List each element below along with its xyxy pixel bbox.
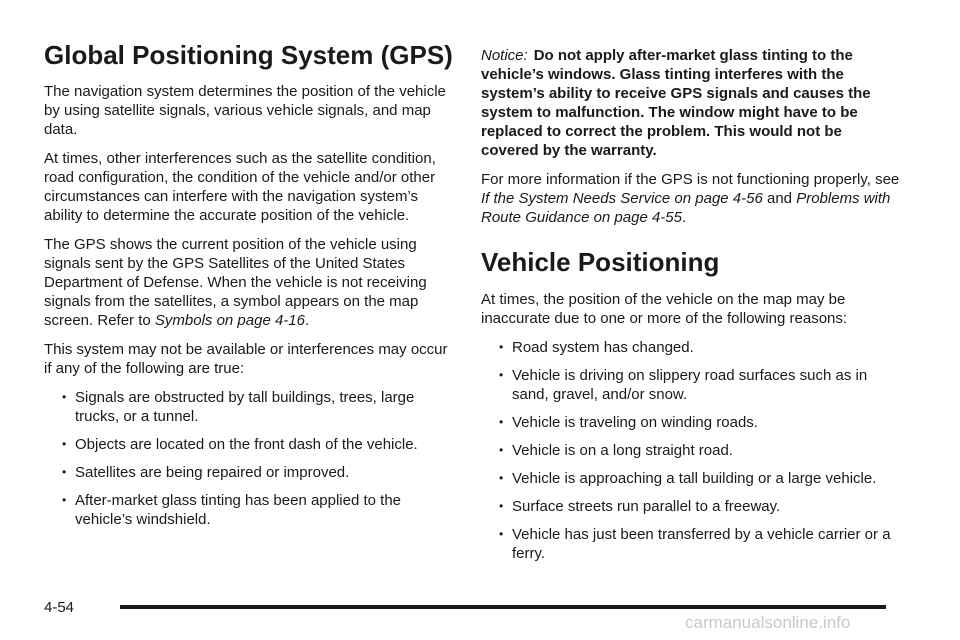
- list-item: [481, 525, 901, 563]
- gps-paragraph-4: This system may not be available or interferences may occur if any of the following are true:: [44, 341, 448, 377]
- more-info-text-1: For more information if the GPS is not functioning properly, see: [481, 171, 900, 188]
- list-item-text: Objects are located on the front dash of the vehicle.: [75, 436, 418, 453]
- right-column: [481, 40, 901, 572]
- bullet-marker: •: [62, 437, 67, 451]
- bullet-marker: •: [499, 415, 504, 429]
- list-item-text: Road system has changed.: [512, 339, 694, 356]
- list-item-text: Signals are obstructed by tall buildings, trees, large trucks, or a tunnel.: [75, 389, 415, 425]
- route-guidance-page-reference: Problems with Route Guidance on page 4-55: [481, 190, 891, 226]
- gps-paragraph-1: The navigation system determines the position of the vehicle by using satellite signals, various vehicle signals, and map data.: [44, 83, 446, 138]
- list-item-text: Satellites are being repaired or improved.: [75, 464, 350, 481]
- list-item: [44, 491, 454, 529]
- list-item-text: Surface streets run parallel to a freeway.: [512, 498, 781, 515]
- list-item-text: Vehicle is on a long straight road.: [512, 442, 733, 459]
- gps-paragraph-3: [44, 235, 454, 330]
- list-item: [44, 463, 454, 482]
- gps-paragraph-2: At times, other interferences such as the satellite condition, road configuration, the condition of the vehicle and/or other circumstances can interfere with the navigation system’s ability to determine the accurate position of the vehicle.: [44, 150, 436, 224]
- bullet-marker: •: [499, 471, 504, 485]
- bullet-marker: •: [62, 465, 67, 479]
- bullet-marker: •: [499, 527, 504, 541]
- bullet-marker: •: [62, 390, 67, 404]
- list-item-text: After-market glass tinting has been applied to the vehicle’s windshield.: [75, 492, 402, 528]
- bullet-marker: •: [62, 493, 67, 507]
- vehicle-positioning-heading: Vehicle Positioning: [481, 247, 720, 277]
- list-item-text: Vehicle is approaching a tall building or a large vehicle.: [512, 470, 877, 487]
- more-info-text-3: .: [681, 209, 687, 226]
- gps-interference-list: [44, 388, 454, 529]
- left-column: [44, 40, 454, 538]
- notice-label: Notice:: [481, 47, 528, 64]
- list-item: [44, 435, 454, 454]
- list-item: [481, 338, 901, 357]
- list-item: [481, 441, 901, 460]
- list-item: [481, 497, 901, 516]
- vehicle-positioning-intro: At times, the position of the vehicle on the map may be inaccurate due to one or more of the following reasons:: [481, 291, 848, 327]
- footer-rule: [120, 605, 886, 609]
- list-item-text: Vehicle is traveling on winding roads.: [512, 414, 758, 431]
- gps-paragraph-3-end: .: [305, 312, 310, 329]
- bullet-marker: •: [499, 443, 504, 457]
- notice-block: [481, 46, 901, 160]
- more-info-text-2: and: [762, 190, 797, 207]
- vehicle-positioning-list: [481, 338, 901, 563]
- list-item-text: Vehicle has just been transferred by a vehicle carrier or a ferry.: [512, 526, 891, 562]
- bullet-marker: •: [499, 499, 504, 513]
- list-item: [44, 388, 454, 426]
- service-page-reference: If the System Needs Service on page 4-56: [481, 190, 763, 207]
- list-item: [481, 413, 901, 432]
- gps-paragraph-3-text: The GPS shows the current position of the vehicle using signals sent by the GPS Satellites of the United States Department of Defense. When the vehicle is not receiving signals from the satellites, a symbol appears on the map screen. Refer to: [44, 236, 427, 329]
- notice-text: Do not apply after-market glass tinting to the vehicle’s windows. Glass tinting interferes with the system’s ability to receive GPS signals and causes the system to malfunction. The window might have to be replaced to correct the problem. This would not be covered by the warranty.: [481, 47, 871, 159]
- list-item-text: Vehicle is driving on slippery road surfaces such as in sand, gravel, and/or snow.: [512, 367, 868, 403]
- more-info-paragraph: [481, 170, 901, 227]
- bullet-marker: •: [499, 340, 504, 354]
- list-item: [481, 366, 901, 404]
- gps-heading: Global Positioning System (GPS): [44, 40, 453, 70]
- symbols-page-reference: Symbols on page 4-16: [154, 312, 305, 329]
- list-item: [481, 469, 901, 488]
- page-number: 4-54: [44, 599, 75, 616]
- bullet-marker: •: [499, 368, 504, 382]
- watermark: carmanualsonline.info: [685, 613, 851, 632]
